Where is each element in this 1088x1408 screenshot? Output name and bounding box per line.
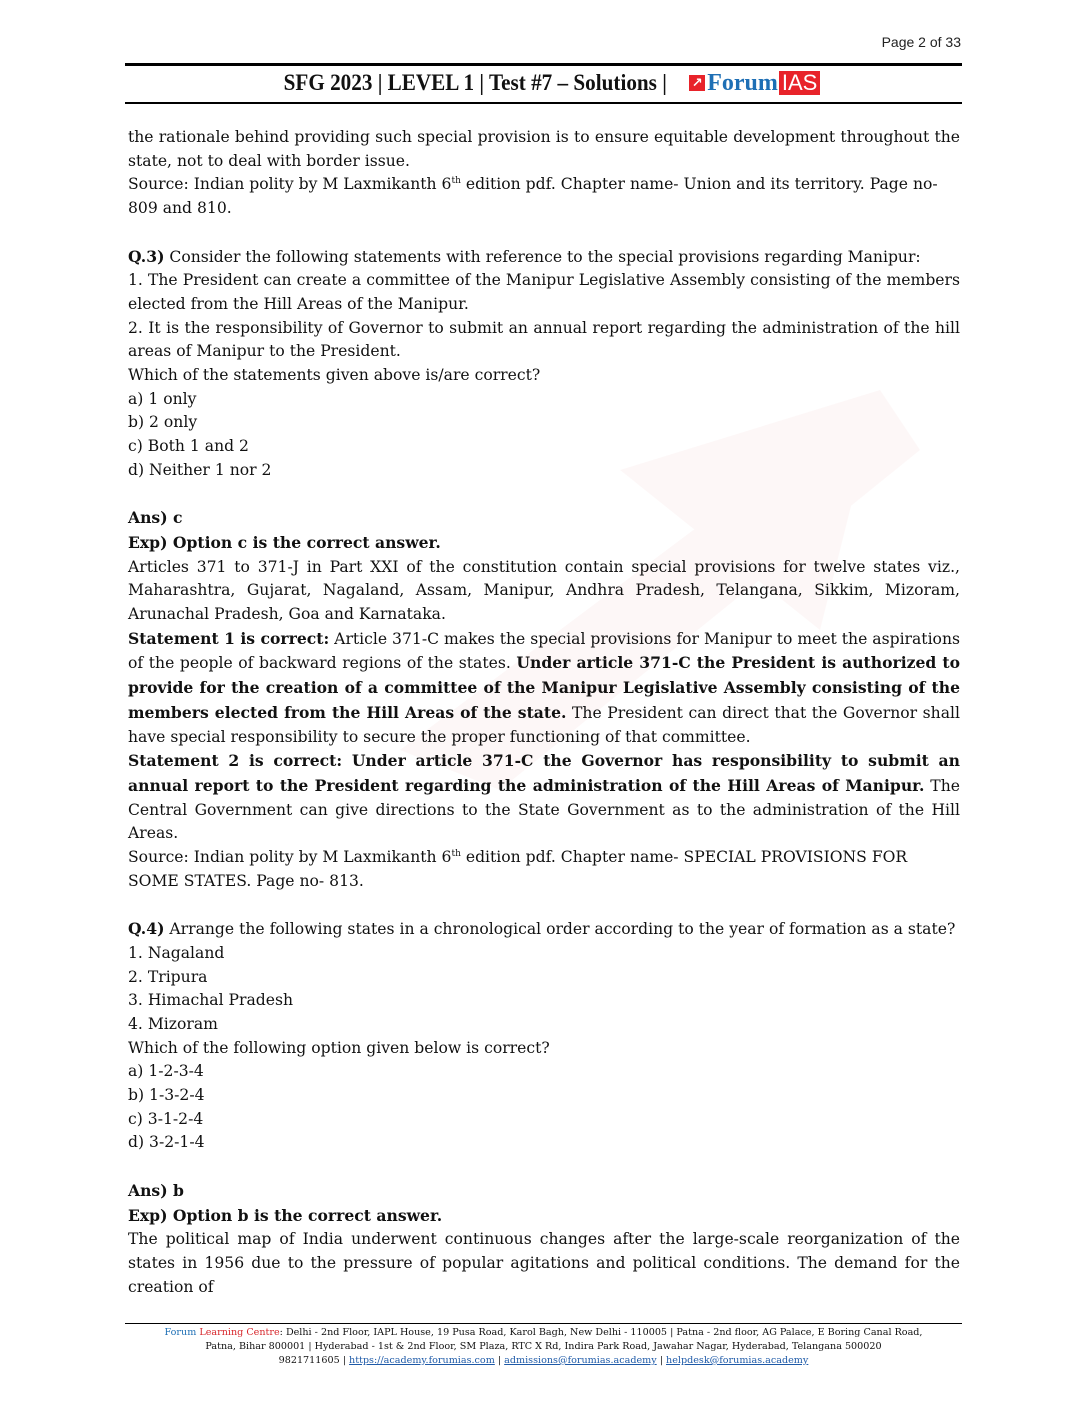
explanation-heading-text: Exp) Option c is the correct answer. (128, 532, 441, 552)
header-rule-top (125, 63, 962, 66)
continuation-text: the rationale behind providing such special provision is to ensure equitable development throughout the state, not to deal with border issue. (128, 128, 960, 170)
list-item: 2. Tripura (128, 967, 208, 986)
answer (128, 506, 960, 531)
statement-label: Statement 2 is correct: (128, 751, 343, 771)
separator: | (339, 1355, 350, 1366)
question-text (128, 917, 960, 942)
option: b) 1-3-2-4 (128, 1086, 205, 1105)
source-text: Source: Indian polity by M Laxmikanth 6 (128, 848, 452, 867)
statement-label: Statement 1 is correct: (128, 628, 330, 648)
statement: 2. It is the responsibility of Governor to submit an annual report regarding the administration of the hill areas of Manipur to the President. (128, 318, 960, 361)
forumias-logo (689, 70, 820, 96)
superscript: th (451, 849, 461, 860)
option: c) 3-1-2-4 (128, 1109, 204, 1128)
header-rule-bottom (125, 102, 962, 104)
list-item: 4. Mizoram (128, 1014, 218, 1033)
footer-line-2: Patna, Bihar 800001 | Hyderabad - 1st & 2nd Floor, SM Plaza, RTC X Rd, Indira Park Road, Jawahar Nagar, Hyderabad, Telangana 500020 (205, 1341, 882, 1352)
option: a) 1-2-3-4 (128, 1062, 204, 1081)
option: d) 3-2-1-4 (128, 1133, 205, 1152)
question-label: Q.4) (128, 919, 165, 939)
logo-ias-text: IAS (779, 71, 820, 95)
logo-forum-text: Forum (707, 69, 778, 96)
explanation-text: The Central Government can give directions to the State Government as to the administration of the Hill Areas. (128, 776, 960, 843)
explanation-heading (128, 531, 960, 556)
source-citation-line2: SOME STATES. Page no- 813. (128, 871, 364, 890)
source-text: edition pdf. Chapter name- Union and its territory. Page no- 809 and 810. (128, 175, 938, 218)
source-text: Source: Indian polity by M Laxmikanth 6 (128, 175, 452, 194)
page-indicator: Page 2 of 33 (881, 34, 961, 50)
footer-forum: Forum (164, 1327, 197, 1338)
option: d) Neither 1 nor 2 (128, 460, 272, 479)
explanation-heading (128, 1204, 960, 1229)
source-citation (128, 173, 960, 220)
answer-text: Ans) c (128, 508, 183, 528)
footer-address: : Delhi - 2nd Floor, IAPL House, 19 Pusa Road, Karol Bagh, New Delhi - 110005 | Patna - 2nd floor, AG Palace, E Boring Canal Road, (279, 1327, 923, 1338)
question-4 (128, 917, 960, 1299)
question-text (128, 245, 960, 270)
separator: | (494, 1355, 505, 1366)
list-item: 1. Nagaland (128, 943, 225, 962)
question-prompt: Which of the statements given above is/are correct? (128, 366, 541, 385)
question-label: Q.3) (128, 246, 165, 266)
explanation-bold: Under article 371-C the Governor has responsibility to submit an annual report to the President regarding the administration of the Hill Areas of Manipur. (128, 751, 960, 795)
option: a) 1 only (128, 389, 197, 408)
statement: 1. The President can create a committee of the Manipur Legislative Assembly consisting of the members elected from the Hill Areas of the Manipur. (128, 271, 960, 313)
superscript: th (451, 176, 461, 187)
option: b) 2 only (128, 413, 198, 432)
explanation-text: The political map of India underwent continuous changes after the large-scale reorganization of the states in 1956 due to the pressure of popular agitations and political conditions. The demand for the creation of (128, 1230, 960, 1296)
page-footer (125, 1326, 962, 1368)
page-header (125, 70, 962, 96)
footer-line-3 (125, 1354, 962, 1368)
source-citation (128, 846, 960, 870)
option: c) Both 1 and 2 (128, 437, 249, 456)
footer-learning-centre: Learning Centre (199, 1327, 280, 1338)
explanation-bold: Under article 371-C the President is authorized to provide for the creation of a committee of the Manipur Legislative Assembly consisting of the members elected from the Hill Areas of the state. (128, 653, 960, 722)
source-text: edition pdf. Chapter name- SPECIAL PROVISIONS FOR (460, 848, 908, 867)
answer-text: Ans) b (128, 1180, 184, 1200)
explanation-heading-text: Exp) Option b is the correct answer. (128, 1205, 443, 1225)
admissions-email-link[interactable]: admissions@forumias.academy (504, 1355, 657, 1366)
arrow-up-right-icon: ↗ (689, 75, 705, 91)
separator: | (656, 1355, 667, 1366)
footer-phone: 9821711605 (278, 1355, 340, 1366)
answer (128, 1179, 960, 1204)
footer-rule (125, 1323, 962, 1324)
explanation-text: The President can direct that the Governor shall have special responsibility to secure the proper functioning of that committee. (128, 703, 960, 746)
question-stem: Consider the following statements with reference to the special provisions regarding Manipur: (164, 247, 921, 266)
helpdesk-email-link[interactable]: helpdesk@forumias.academy (666, 1355, 809, 1366)
website-link[interactable]: https://academy.forumias.com (349, 1355, 495, 1366)
list-item: 3. Himachal Pradesh (128, 991, 294, 1010)
explanation-intro: Articles 371 to 371-J in Part XXI of the constitution contain special provisions for twelve states viz., Maharashtra, Gujarat, Nagaland, Assam, Manipur, Andhra Pradesh, Telangana, Sikkim, Mizoram, Arunachal Pradesh, Goa and Karnataka. (128, 557, 960, 624)
question-prompt: Which of the following option given below is correct? (128, 1038, 550, 1057)
question-3 (128, 245, 960, 894)
question-stem: Arrange the following states in a chronological order according to the year of formation as a state? (164, 920, 956, 939)
document-body (128, 126, 960, 1299)
statement-1-explanation (128, 627, 960, 750)
explanation-text: Article 371-C makes the special provisions for Manipur to meet the aspirations of the people of backward regions of the states. (128, 629, 960, 673)
header-title: SFG 2023 | LEVEL 1 | Test #7 – Solutions | (283, 70, 667, 95)
statement-2-explanation (128, 749, 960, 846)
footer-line-1 (125, 1326, 962, 1340)
